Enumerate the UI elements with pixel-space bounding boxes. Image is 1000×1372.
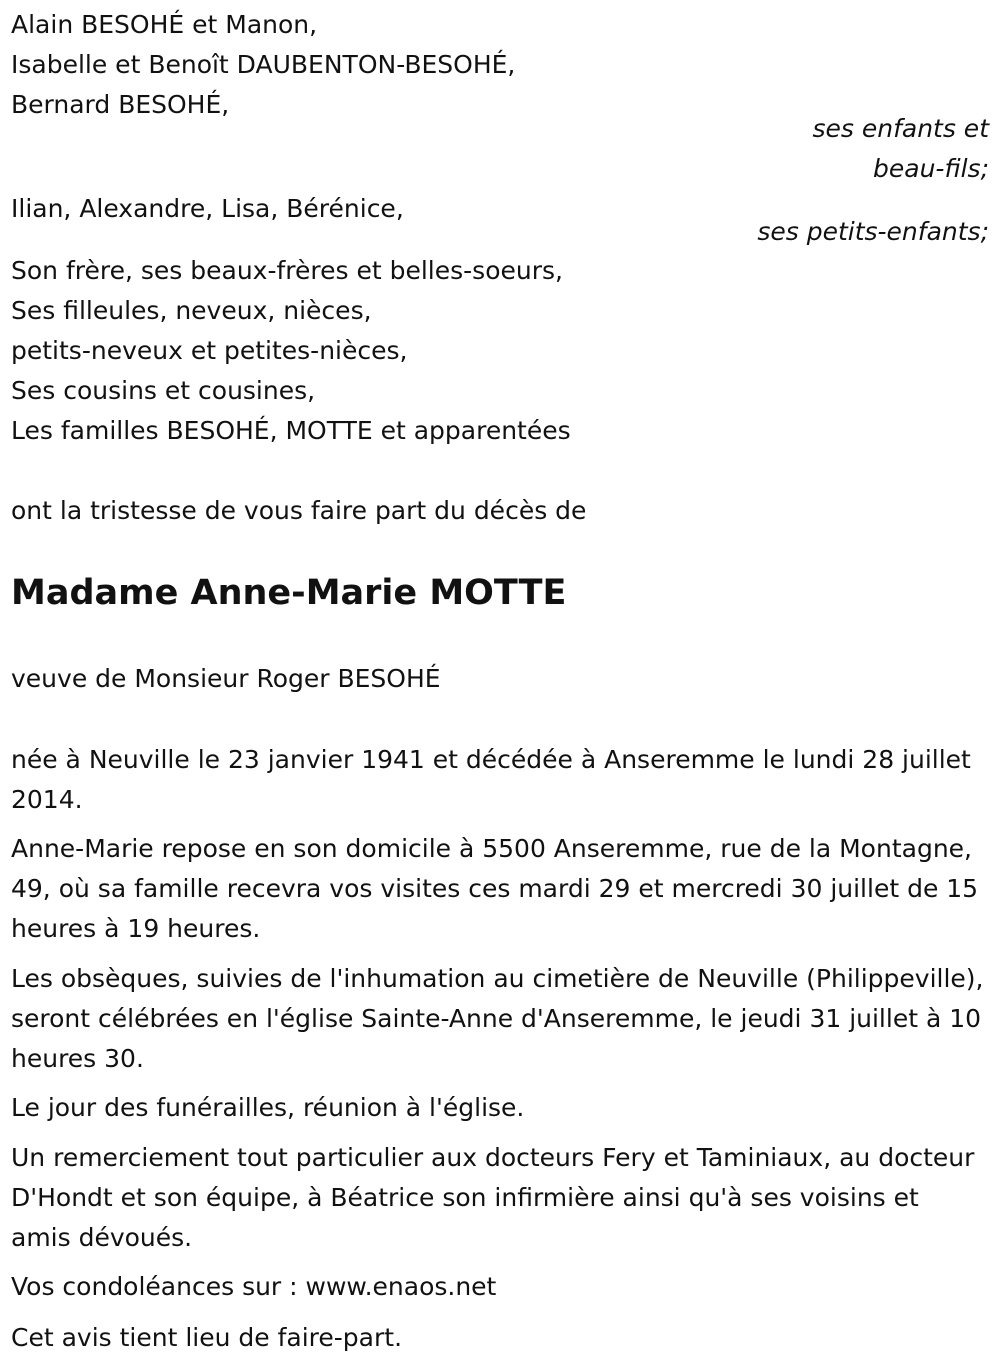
funeral-paragraph: Les obsèques, suivies de l'inhumation au cimetière de Neuville (Philippeville), seront célébrées en l'église Sainte-Anne d'Anseremme, le jeudi 31 juillet à 10 heures 30.: [11, 964, 984, 1073]
thanks-paragraph: Un remerciement tout particulier aux docteurs Fery et Taminiaux, au docteur D'Hondt et son équipe, à Béatrice son infirmière ainsi qu'à ses voisins et amis dévoués.: [11, 1143, 975, 1252]
grandchildren-line: Ilian, Alexandre, Lisa, Bérénice,: [11, 194, 404, 223]
relatives-line-1: Son frère, ses beaux-frères et belles-soeurs,: [11, 256, 563, 285]
notice-paragraph: Cet avis tient lieu de faire-part.: [11, 1323, 403, 1352]
deceased-name: Madame Anne-Marie MOTTE: [11, 573, 567, 613]
grandchildren-role: ses petits-enfants;: [757, 217, 989, 246]
condolences-paragraph: Vos condoléances sur : www.enaos.net: [11, 1272, 497, 1301]
relatives-line-5: Les familles BESOHÉ, MOTTE et apparentées: [11, 416, 571, 445]
relatives-line-2: Ses filleules, neveux, nièces,: [11, 296, 372, 325]
children-line-2: Isabelle et Benoît DAUBENTON-BESOHÉ,: [11, 50, 516, 79]
children-role-line-1: ses enfants et: [812, 114, 989, 143]
gathering-paragraph: Le jour des funérailles, réunion à l'église.: [11, 1093, 525, 1122]
birth-death-paragraph: née à Neuville le 23 janvier 1941 et décédée à Anseremme le lundi 28 juillet 2014.: [11, 745, 971, 814]
relatives-line-3: petits-neveux et petites-nièces,: [11, 336, 408, 365]
widow-of-text: veuve de Monsieur Roger BESOHÉ: [11, 664, 441, 693]
announcement-text: ont la tristesse de vous faire part du décès de: [11, 496, 587, 525]
children-line-3: Bernard BESOHÉ,: [11, 90, 230, 119]
children-role-line-2: beau-fils;: [873, 154, 989, 183]
visitation-paragraph: Anne-Marie repose en son domicile à 5500 Anseremme, rue de la Montagne, 49, où sa famille recevra vos visites ces mardi 29 et mercredi 30 juillet de 15 heures à 19 heures.: [11, 834, 979, 943]
relatives-line-4: Ses cousins et cousines,: [11, 376, 316, 405]
children-line-1: Alain BESOHÉ et Manon,: [11, 10, 318, 39]
